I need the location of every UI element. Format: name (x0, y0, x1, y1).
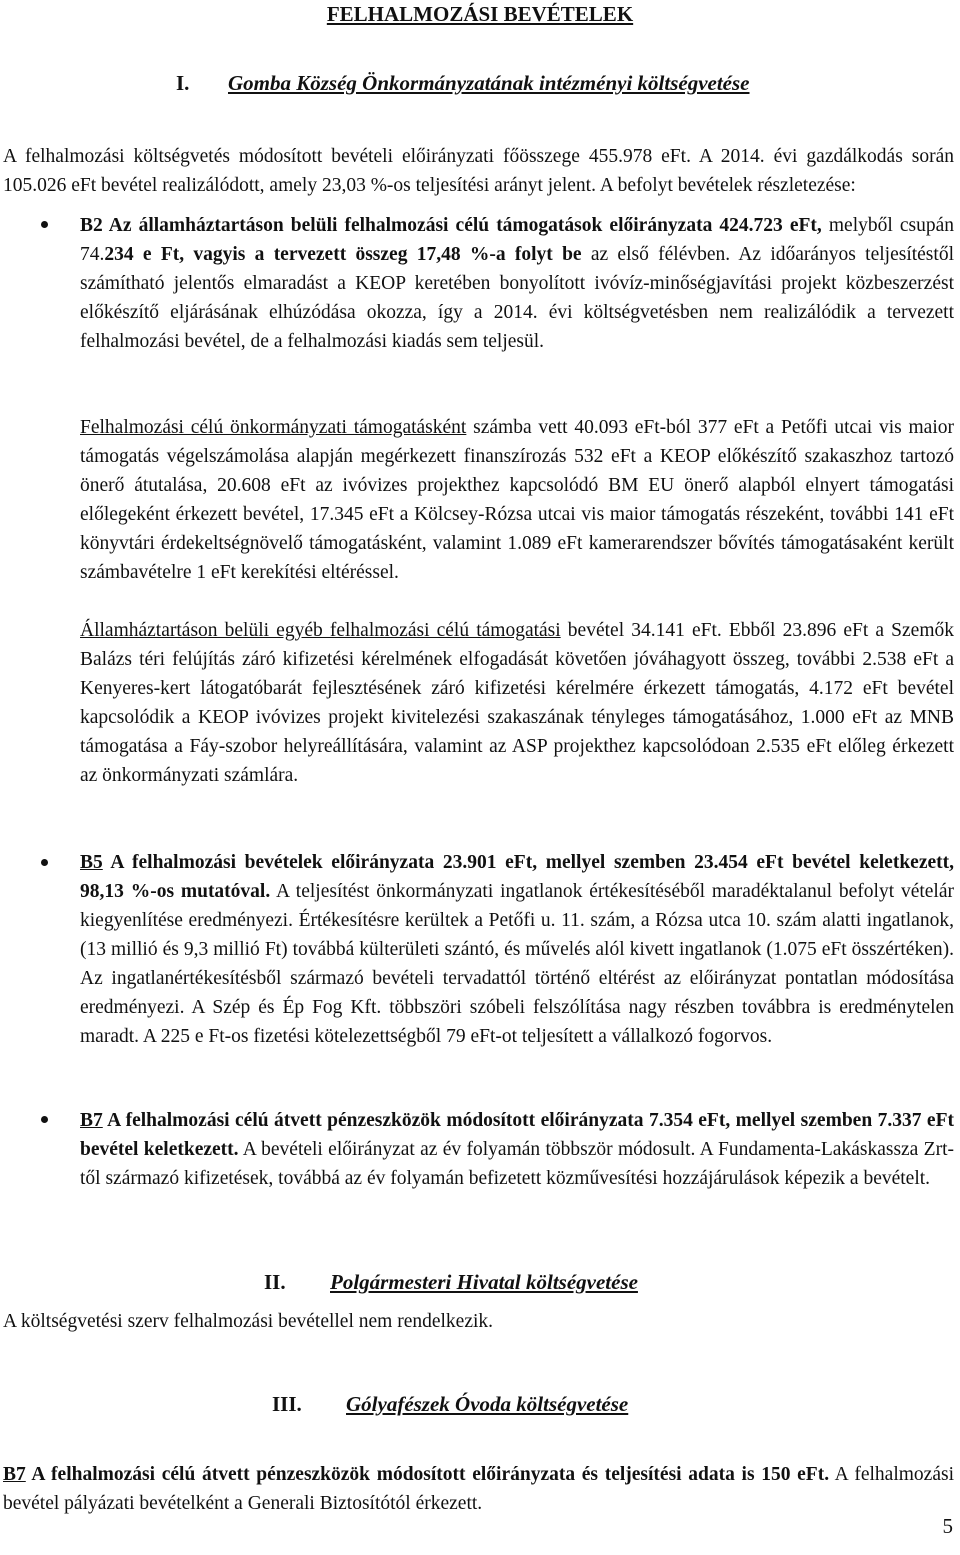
section-2-number: II. (264, 1270, 286, 1294)
page-title: FELHALMOZÁSI BEVÉTELEK (326, 2, 634, 26)
section-3-text: A felhalmozási bevétel pályázati bevételként a Generali Biztosítótól érkezett. (3, 1464, 954, 1514)
b7-text: A bevételi előirányzat az év folyamán többször módosult. A Fundamenta-Lakáskassza Zrt-től származó kifizetések, továbbá az év folyamán befizetett közművesítési hozzájárulások képezik a bevételt. (80, 1139, 954, 1189)
capital-support-paragraph (80, 413, 954, 587)
section-1-intro: A felhalmozási költségvetés módosított bevételi előirányzati főösszege 455.978 eFt. A 2014. évi gazdálkodás során 105.026 eFt bevétel realizálódott, amely 23,03 %-os teljesítési arányt jelent. A befolyt bevételek részletezése: (3, 146, 954, 196)
section-3-heading (272, 1390, 628, 1418)
bullet-b7 (41, 1116, 48, 1123)
section-3-number: III. (272, 1392, 302, 1416)
other-support-text: bevétel 34.141 eFt. Ebből 23.896 eFt a Szemők Balázs téri felújítás záró kifizetési kérelmének elfogadását követően jóváhagyott összeg, további 2.538 eFt a Kenyeres-kert látogatóbarát fejlesztésének záró kifizetési kérelmére érkezett támogatás, 4.172 eFt bevétel kapcsolódik a KEOP ivóvizes projekt kivitelezési szakaszának tényleges támogatásához, 1.000 eFt az MNB támogatása a Fáy-szobor helyreállítására, valamint az ASP projekthez kapcsolódoan 2.535 eFt előleg érkezett az önkormányzati számlára. (80, 620, 954, 786)
b7-code: B7 (80, 1110, 103, 1131)
b5-paragraph (80, 848, 954, 1051)
section-2-title: Polgármesteri Hivatal költségvetése (330, 1270, 638, 1294)
section-2-heading (264, 1268, 638, 1296)
section-1-heading (176, 69, 750, 97)
section-3-paragraph (3, 1460, 954, 1518)
b5-code: B5 (80, 852, 103, 873)
page-number: 5 (942, 1514, 953, 1538)
section-3-code: B7 (3, 1464, 26, 1485)
other-support-paragraph (80, 616, 954, 790)
section-3-title: Gólyafészek Óvoda költségvetése (346, 1392, 629, 1416)
b2-text-2: melyből csupán 74. (80, 215, 955, 265)
b2-bold-text: B2 Az államháztartáson belüli felhalmozási célú támogatások előirányzata 424.723 eFt, (80, 215, 822, 236)
section-3-bold-text: A felhalmozási célú átvett pénzeszközök módosított előirányzata és teljesítési adata is 150 eFt. (25, 1464, 830, 1485)
capital-support-underlined: Felhalmozási célú önkormányzati támogatásként (80, 417, 467, 438)
other-support-underlined: Államháztartáson belüli egyéb felhalmozási célú támogatási (80, 620, 561, 641)
b7-paragraph (80, 1106, 954, 1193)
b2-text-3: az első félévben. Az időarányos teljesítéstől számítható jelentős elmaradást a KEOP keretében bonyolított ivóvíz-minőségjavítási projekt közbeszerzést előkészítő eljárásának elhúzódása okozza, így a 2014. évi költségvetésben nem realizálódik a tervezett felhalmozási bevétel, de a felhalmozási kiadás sem teljesül. (80, 244, 954, 352)
b2-bold-text-2: 234 e Ft, vagyis a tervezett összeg 17,48 %-a folyt be (104, 244, 582, 265)
section-1-number: I. (176, 71, 190, 95)
b2-paragraph (80, 211, 954, 356)
capital-support-text: számba vett 40.093 eFt-ból 377 eFt a Petőfi utcai vis maior támogatás végelszámolása alapján megérkezett finanszírozás 532 eFt a KEOP előkészítő szakaszhoz tartozó önerő átutalása, 20.608 eFt az ivóvizes projekthez kapcsolódó BM EU önerő alapból elnyert támogatási előlegeként érkezett bevétel, 17.345 eFt a Kölcsey-Rózsa utcai vis maior támogatás részeként, további 141 eFt könyvtári érdekeltségnövelő támogatásként, valamint 1.089 eFt kamerarendszer bővítés támogatásaként került számbavételre 1 eFt kerekítési eltéréssel. (80, 417, 954, 583)
b5-bold-text: A felhalmozási bevételek előirányzata 23.901 eFt, mellyel szemben 23.454 eFt bevétel keletkezett, 98,13 %-os mutatóval. (80, 852, 954, 902)
b7-bold-text: A felhalmozási célú átvett pénzeszközök módosított előirányzata 7.354 eFt, mellyel szemben 7.337 eFt bevétel keletkezett. (80, 1110, 954, 1160)
bullet-b2 (41, 221, 48, 228)
b5-text: A teljesítést önkormányzati ingatlanok értékesítéséből maradéktalanul befolyt vételár kiegyenlítése eredményezi. Értékesítésre kerültek a Petőfi u. 11. szám, a Rózsa utca 10. szám alatti ingatlanok, (13 millió és 9,3 millió Ft) továbbá külterületi szántó, és művelés alól kivett ingatlanok (1.075 eFt összértéken). Az ingatlanértékesítésből származó bevételi tervadattól történő eltérést az előirányzat pontatlan módosítása eredményezi. A Szép és Ép Fog Kft. többszöri szóbeli felszólítása nagy részben továbbra is eredménytelen maradt. A 225 e Ft-os fizetési kötelezettségből 79 eFt-ot teljesített a vállalkozó fogorvos. (80, 881, 954, 1047)
section-2-text: A költségvetési szerv felhalmozási bevétellel nem rendelkezik. (3, 1311, 494, 1332)
bullet-b5 (41, 859, 48, 866)
section-1-title: Gomba Község Önkormányzatának intézményi költségvetése (228, 71, 750, 95)
